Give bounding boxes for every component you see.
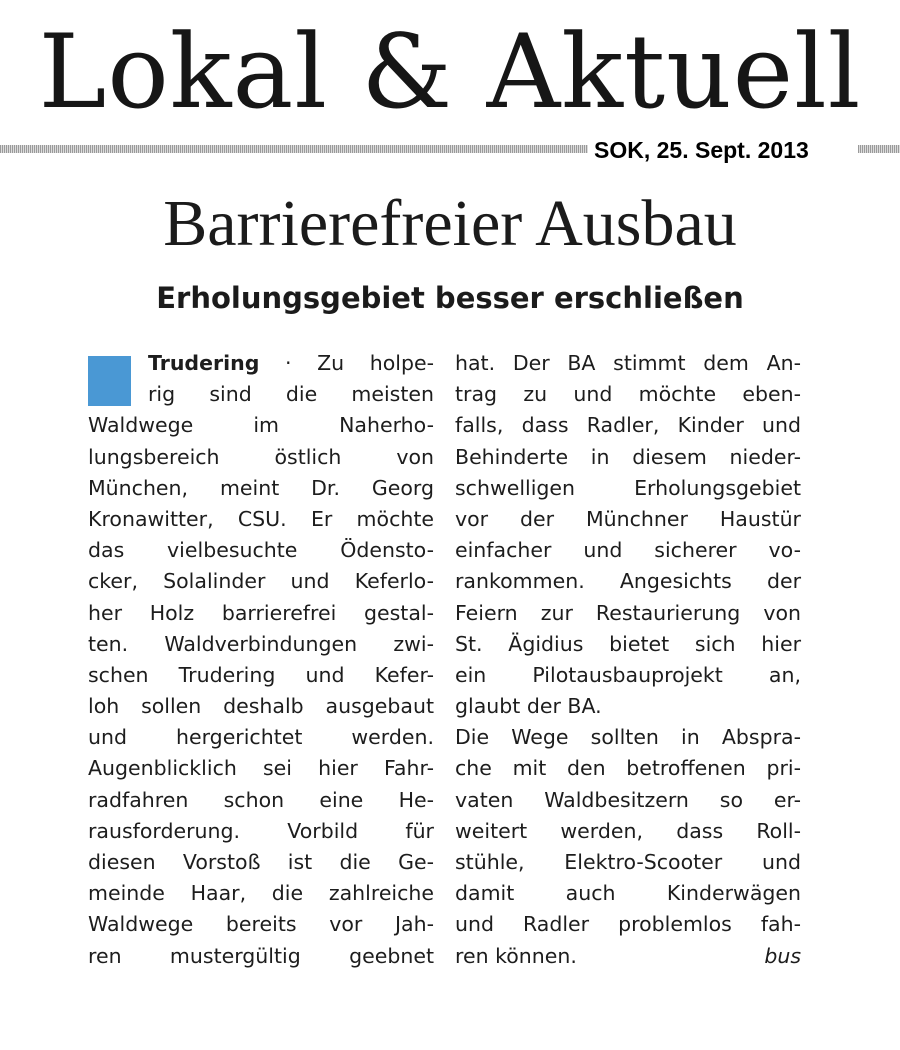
article-line: München, meint Dr. Georg (88, 475, 434, 500)
article-line (88, 348, 434, 379)
article-line: schwelligen Erholungsgebiet (455, 475, 801, 500)
article-line: rig sind die meisten (148, 382, 434, 407)
article-line: trag zu und möchte eben- (455, 382, 801, 407)
article-line: damit auch Kinderwägen (455, 881, 801, 906)
author-signature: bus (764, 943, 801, 968)
article-line: Kronawitter, CSU. Er möchte (88, 506, 434, 531)
article-line: her Holz barrierefrei gestal- (88, 600, 434, 625)
kicker-separator: · (285, 351, 292, 375)
article-line: St. Ägidius bietet sich hier (455, 631, 801, 656)
article-line: Behinderte in diesem nieder- (455, 444, 801, 469)
article-line: stühle, Elektro-Scooter und (455, 850, 801, 874)
article-line: Waldwege im Naherho- (88, 413, 434, 438)
article-line: einfacher und sicherer vo- (455, 538, 801, 563)
headline: Barrierefreier Ausbau (163, 187, 737, 260)
article-line: hat. Der BA stimmt dem An- (455, 351, 801, 375)
masthead-rule (0, 136, 900, 166)
hatched-rule-left (0, 145, 588, 153)
article-line: und Radler problemlos fah- (455, 912, 801, 937)
section-marker-square (88, 356, 131, 406)
article-line: das vielbesuchte Ödensto- (88, 538, 434, 563)
dateline: SOK, 25. Sept. 2013 (594, 137, 809, 163)
article-line: Augenblicklich sei hier Fahr- (88, 756, 434, 781)
masthead: Lokal & Aktuell (38, 13, 862, 132)
article-line: radfahren schon eine He- (88, 787, 434, 812)
article-line: ein Pilotausbauprojekt an, (455, 662, 801, 687)
article-line-text: Zu holpe- (317, 351, 434, 375)
article-column-right (455, 348, 801, 972)
article-line: ten. Waldverbindungen zwi- (88, 631, 434, 656)
article-line: rankommen. Angesichts der (455, 569, 801, 594)
article-line: Waldwege bereits vor Jah- (88, 912, 434, 937)
article-line: rausforderung. Vorbild für (88, 818, 434, 843)
article-line: loh sollen deshalb ausgebaut (88, 694, 434, 719)
article-line: schen Trudering und Kefer- (88, 662, 434, 687)
hatched-rule-right (858, 145, 900, 153)
article-column-left (88, 348, 434, 972)
article-line: che mit den betroffenen pri- (455, 756, 801, 781)
article-line: falls, dass Radler, Kinder und (455, 413, 801, 438)
article-line: ren mustergültig geebnet (88, 943, 434, 968)
kicker-location: Trudering (148, 351, 260, 375)
article-line: glaubt der BA. (455, 694, 602, 719)
article-line: lungsbereich östlich von (88, 444, 434, 469)
article-line: vor der Münchner Haustür (455, 506, 801, 531)
article-closing-line (455, 941, 801, 972)
article-line: meinde Haar, die zahlreiche (88, 881, 434, 906)
subheadline: Erholungsgebiet besser erschließen (156, 281, 744, 315)
article-line: Die Wege sollten in Abspra- (455, 725, 801, 750)
article-line: Feiern zur Restaurierung von (455, 600, 801, 625)
article-line: cker, Solalinder und Keferlo- (88, 569, 434, 594)
article-line: vaten Waldbesitzern so er- (455, 787, 801, 812)
article-line: weitert werden, dass Roll- (455, 818, 801, 843)
article-line: diesen Vorstoß ist die Ge- (88, 850, 434, 874)
article-line: und hergerichtet werden. (88, 725, 434, 750)
article-line-text: ren können. (455, 943, 577, 968)
